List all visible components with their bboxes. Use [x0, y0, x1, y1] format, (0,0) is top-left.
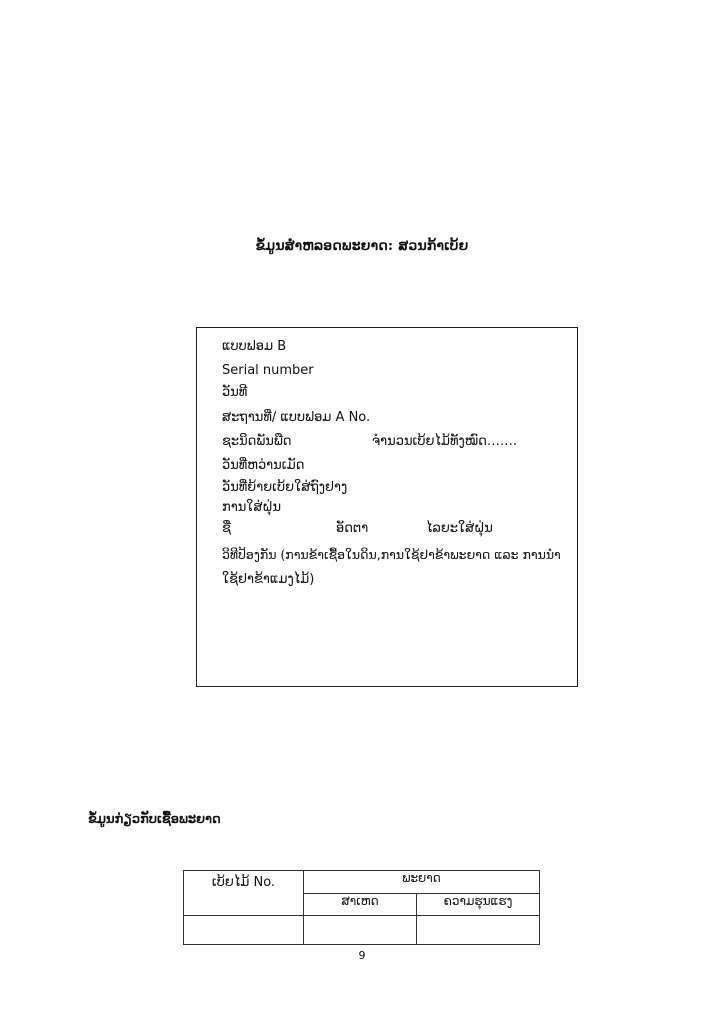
prevention-line-1: ວິທີປ້ອງກັນ (ການຂ້າເຊື້ອໃນດິນ,ການໃຊ້ຢາຂ້າພະຍາດ ແລະ ການນຳ [222, 547, 561, 562]
transplant-date-field: ວັນທີ່ຍ້າຍເບ້ຍໃສ່ຖົງຢາງ [222, 480, 348, 495]
location-form-a-field: ສະຖານທີ່/ ແບບຟອມ A No. [222, 410, 371, 425]
form-b-label: ແບບຟອມ B [222, 339, 287, 354]
seedling-no-header: ເບ້ຍໄມ້ No. [184, 871, 304, 916]
page-number: 9 [358, 949, 366, 962]
fertilizer-label: ການໃສ່ຝຸ່ນ [222, 500, 282, 515]
variety-field: ຊະນິດພັນພືດ [222, 434, 292, 449]
disease-table [183, 870, 540, 945]
prevention-line-2: ໃຊ້ຢາຂ້າແມງໄມ້) [222, 572, 315, 587]
table-cell-empty [184, 916, 304, 945]
fertilizer-period-field: ໄລຍະໃສ່ຝຸ່ນ [426, 521, 493, 536]
cause-header: ສາເຫດ [304, 893, 417, 916]
section-heading: ຂໍ້ມູນກ່ຽວກັບເຊື້ອພະຍາດ [88, 812, 221, 827]
sowing-date-field: ວັນທີ່ຫວ່ານເມັດ [222, 458, 305, 473]
table-cell-empty [304, 916, 417, 945]
serial-number-field: Serial number [222, 363, 314, 378]
seedling-count-field: ຈຳນວນເບ້ຍໄມ້ທັງໝົດ……. [372, 434, 517, 449]
severity-header: ຄວາມຮຸນແຮງ [417, 893, 540, 916]
table-cell-empty [417, 916, 540, 945]
page-title: ຂໍ້ມູນສຳຫລອດພະຍາດ: ສວນກ້າເບ້ຍ [255, 238, 469, 254]
fertilizer-name-field: ຊື່ [222, 521, 231, 536]
date-field: ວັນທີ [222, 385, 248, 400]
fertilizer-rate-field: ອັດຕາ [336, 521, 369, 536]
disease-header: ພະຍາດ [304, 871, 540, 894]
